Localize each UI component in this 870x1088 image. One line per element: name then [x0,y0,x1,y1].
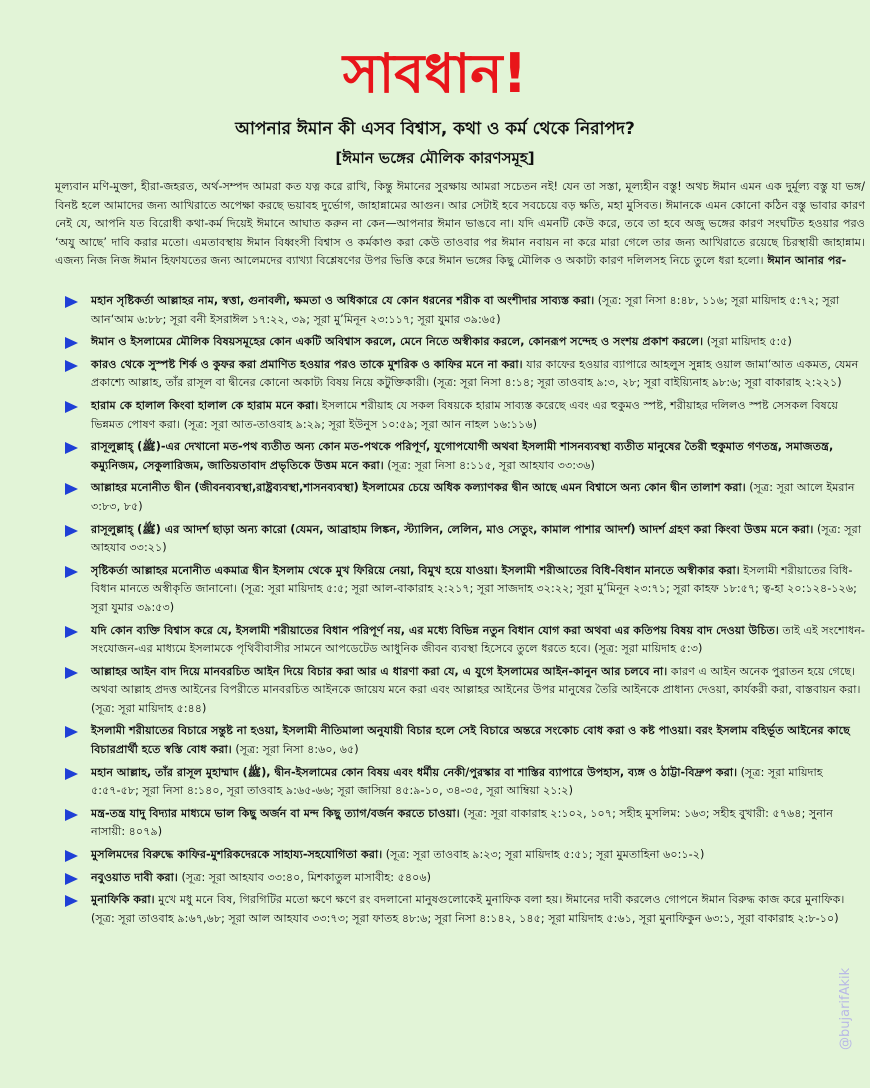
triangle-bullet-icon [65,442,78,454]
item-detail: (সূত্র: সূরা আলে ইমরান ৩:৮৩, ৮৫) [91,481,855,513]
triangle-bullet-icon [65,873,78,885]
triangle-bullet-icon [65,337,78,349]
item-heading: ঈমান ও ইসলামের মৌলিক বিষয়সমূহের কোন একটি অবিশ্বাস করলে, মেনে নিতে অস্বীকার করলে, কোনরূপ সন্দেহ ও সংশয় প্রকাশ করলে। [91,335,704,349]
list-item [55,764,865,801]
list-item [55,438,865,475]
item-detail: যার কাফের হওয়ার ব্যাপারে আহলুস সুন্নাহ ওয়াল জামা‘আত একমত, যেমন প্রকাশ্যে আল্লাহ, তাঁর রাসূল বা দ্বীনের কোনো অকাট্য বিষয় নিয়ে কটুক্তিকারী। (সূত্র: সূরা নিসা ৪:১৪; সূরা তাওবাহ ৯:৩, ২৮; সূরা বাইয়্যিনাহ ৯৮:৬; সূরা বাকারাহ ২:২২১) [91,357,859,390]
item-detail: ইসলামে শরীয়াহ যে সকল বিষয়কে হারাম সাব্যস্ত করেছে এবং এর হুকুমও স্পষ্ট, শরীয়াহর দলিলও স্পষ্ট সেসকল বিষয়ে ভিন্নমত পোষণ করা। (সূত্র: সূরা আত-তাওবাহ ৯:২৯; সূরা ইউনুস ১০:৫৯; সূরা আন নাহল ১৬:১১৬) [91,398,838,431]
list-item [55,869,865,888]
item-heading: আল্লাহর মনোনীত দ্বীন (জীবনব্যবস্থা,রাষ্ট্রব্যবস্থা,শাসনব্যবস্থা) ইসলামের চেয়ে অধিক কল্যাণকর দ্বীন আছে এমন বিশ্বাসে অন্য কোন দ্বীন তালাশ করা। [91,481,746,495]
list-item [55,846,865,865]
reasons-list [55,292,865,932]
item-detail: তাই এই সংশোধন-সংযোজন-এর মাধ্যমে ইসলামকে পৃথিবীবাসীর সামনে আপডেটেড আধুনিক জীবন ব্যবস্থা হিসেবে তুলে ধরতে হবে। (সূত্র: সূরা মায়িদাহ ৫:৩) [91,623,865,656]
triangle-bullet-icon [65,525,78,537]
intro-text: মূল্যবান মণি-মুক্তা, হীরা-জহরত, অর্থ-সম্পদ আমরা কত যত্ন করে রাখি, কিন্তু ঈমানের সুরক্ষায় আমরা সচেতন নই! যেন তা সস্তা, মূল্যহীন বস্তু! অথচ ঈমান এমন এক দুর্মূল্য বস্তু যা ভঙ্গ/বিনষ্ট হলে আমাদের জন্য আখিরাতে অপেক্ষা করছে ভয়াবহ দুর্ভোগ, জাহান্নামের আগুন। আর সেটাই হবে সবচেয়ে বড় ক্ষতি, মহা মুসিবত। ঈমানকে এমন কোনো কঠিন বস্তু ভাবার কারণ নেই যে, আপনি যত বিরোধী কথা-কর্ম দিয়েই ঈমানে আঘাত করুন না কেন—আপনার ঈমান ভাঙবে না। যদি এমনটি কেউ করে, তবে তা হবে অজু ভঙ্গের কারণ সংঘটিত হওয়ার পরও ‘অযু আছে’ দাবি করার মতো। এমতাবস্থায় ঈমান বিধ্বংসী বিশ্বাস ও কর্মকাণ্ড করা কেউ তাওবার পর ঈমান নবায়ন না করে মারা গেলে তার জন্য আখিরাতে রয়েছে চিরস্থায়ী জাহান্নাম। এজন্য নিজ নিজ ঈমান হিফাযতের জন্য আলেমদের ব্যাখ্যা বিশ্লেষণের উপর ভিত্তি করে ঈমান ভঙ্গের কিছু মৌলিক ও অকাট্য কারণ দলিলসহ নিচে তুলে ধরা হলো। [55,180,865,268]
triangle-bullet-icon [65,360,78,372]
item-heading: মুনাফিকি করা। [91,893,155,907]
item-detail: (সূত্র: সূরা নিসা ৪:৪৮, ১১৬; সূরা মায়িদাহ ৫:৭২; সূরা আন‘আম ৬:৮৮; সূরা বনী ইসরাঈল ১৭:২২, ৩৯; সূরা মু’মিনূন ২৩:১১৭; সূরা যুমার ৩৯:৬৫) [91,294,840,326]
list-item [55,663,865,719]
section-tag: [ঈমান ভঙ্গের মৌলিক কারণসমূহ] [335,149,535,167]
list-item [55,292,865,329]
list-item [55,397,865,434]
intro-paragraph [55,178,865,271]
list-item [55,479,865,516]
list-item [55,622,865,659]
item-heading: যদি কোন ব্যক্তি বিশ্বাস করে যে, ইসলামী শরীয়াতের বিধান পরিপূর্ণ নয়, এর মধ্যে বিভিন্ন নতুন বিধান যোগ করা অথবা এর কতিপয় বিষয় বাদ দেওয়া উচিত। [91,623,779,637]
list-item [55,722,865,759]
item-detail: (সূত্র: সূরা মায়িদাহ ৫:৫৭-৫৮; সূরা নিসা ৪:১৪০, সূরা তাওবাহ ৯:৬৫-৬৬; সূরা জাসিয়া ৪৫:৯-১০, ৩৪-৩৫, সূরা আম্বিয়া ২১:২) [91,765,823,798]
item-heading: সৃষ্টিকর্তা আল্লাহর মনোনীত একমাত্র দ্বীন ইসলাম থেকে মুখ ফিরিয়ে নেয়া, বিমুখ হয়ে যাওয়া। ইসলামী শরীআতের বিধি-বিধান মানতে অস্বীকার করা। [91,563,740,577]
item-detail: (সূত্র: সূরা নিসা ৪:৬০, ৬৫) [231,743,359,757]
triangle-bullet-icon [65,809,78,821]
list-item [55,356,865,393]
item-heading: ইসলামী শরীয়াতের বিচারে সন্তুষ্ট না হওয়া, ইসলামী নীতিমালা অনুযায়ী বিচার হলে সেই বিচারে অন্তরে সংকোচ বোধ করা ও কষ্ট পাওয়া। বরং ইসলাম বহির্ভূত আইনের কাছে বিচারপ্রার্থী হতে স্বস্তি বোধ করা। [91,724,850,757]
item-detail: ইসলামী শরীয়াতের বিধি-বিধান মানতে অস্বীকৃতি জানানো। (সূত্র: সূরা মায়িদাহ ৫:৫; সূরা আল-বাকারাহ ২:২১৭; সূরা সাজদাহ ৩২:২২; সূরা মু’মিনূন ২৩:৭১; সূরা কাহফ ১৮:৫৭; ত্ব-হা ২০:১২৪-১২৬; সূরা যুমার ৩৯:৫৩) [91,563,857,614]
item-detail: মুখে মধু মনে বিষ, গিরগিটির মতো ক্ষণে ক্ষণে রং বদলানো মানুষগুলোকেই মুনাফিক বলা হয়। ঈমানের দাবী করলেও গোপনে ঈমান বিরুদ্ধ কাজ করে মুনাফিক। (সূত্র: সূরা তাওবাহ ৯:৬৭,৬৮; সূরা আল আহযাব ৩৩:৭৩; সূরা ফাতহ ৪৮:৬; সূরা নিসা ৪:১৪২, ১৪৫; সূরা মায়িদাহ ৫:৬১, সূরা মুনাফিকুন ৬৩:১, সূরা বাকারাহ ২:৮-১০) [91,893,845,925]
item-heading: মন্ত্র-তন্ত্র যাদু বিদ্যার মাধ্যমে ভাল কিছু অর্জন বা মন্দ কিছু ত্যাগ/বর্জন করতে চাওয়া। [91,806,460,820]
list-item [55,805,865,842]
triangle-bullet-icon [65,768,78,780]
subtitle: আপনার ঈমান কী এসব বিশ্বাস, কথা ও কর্ম থেকে নিরাপদ? [235,119,635,139]
item-detail: (সূত্র: সূরা আহযাব ৩৩:৪০, মিশকাতুল মাসাবীহ: ৫৪০৬) [177,870,432,884]
list-item [55,521,865,558]
triangle-bullet-icon [65,895,78,907]
item-detail: কারণ এ আইন অনেক পুরাতন হয়ে গেছে। অথবা আল্লাহ প্রদত্ত আইনের বিপরীতে মানবরচিত আইনকে জায়েয মনে করা এবং আল্লাহর আইনের উপর মানুষের তৈরি আইনকে প্রাধান্য দেওয়া, কার্যকরী করা, বাস্তবায়ন করা। (সূত্র: সূরা মায়িদাহ ৫:৪৪) [91,664,861,715]
page-title: সাবধান! [342,42,528,105]
triangle-bullet-icon [65,401,78,413]
item-detail: (সূত্র: সূরা নিসা ৪:১১৫, সূরা আহযাব ৩৩:৩৬) [383,458,595,472]
item-heading: আল্লাহর আইন বাদ দিয়ে মানবরচিত আইন দিয়ে বিচার করা আর এ ধারণা করা যে, এ যুগে ইসলামের আইন-কানুন আর চলবে না। [91,664,668,678]
item-detail: (সূত্র: সূরা বাকারাহ ২:১০২, ১০৭; সহীহ মুসলিম: ১৬৩; সহীহ বুখারী: ৫৭৬৪; সুনান নাসায়ী: ৪০৭৯) [91,806,833,839]
item-detail: (সূত্র: সূরা আহযাব ৩৩:২১) [91,522,862,555]
triangle-bullet-icon [65,296,78,308]
intro-bold: ঈমান আনার পর- [763,254,847,268]
item-heading: কারও থেকে সুস্পষ্ট শির্ক ও কুফর করা প্রমাণিত হওয়ার পরও তাকে মুশরিক ও কাফির মনে না করা। [91,357,523,371]
triangle-bullet-icon [65,726,78,738]
watermark: @bujarifAkik [838,967,853,1050]
triangle-bullet-icon [65,850,78,862]
list-item [55,562,865,618]
item-heading: মহান সৃষ্টিকর্তা আল্লাহর নাম, স্বত্তা, গুনাবলী, ক্ষমতা ও অধিকারে যে কোন ধরনের শরীক বা অংশীদার সাব্যস্ত করা। [91,294,595,307]
triangle-bullet-icon [65,566,78,578]
item-heading: রাসূলুল্লাহ্ (ﷺ) এর আদর্শ ছাড়া অন্য কারো (যেমন, আব্রাহাম লিঙ্কন, স্ট্যালিন, লেলিন, মাও সেতুং, কামাল পাশার আদর্শ) আদর্শ গ্রহণ করা কিংবা উত্তম মনে করা। [91,522,814,536]
triangle-bullet-icon [65,667,78,679]
triangle-bullet-icon [65,483,78,495]
item-heading: মুসলিমদের বিরুদ্ধে কাফির-মুশরিকদেরকে সাহায্য-সহযোগিতা করা। [91,848,383,862]
item-detail: (সূত্র: সূরা তাওবাহ ৯:২৩; সূরা মায়িদাহ ৫:৫১; সূরা মুমতাহিনা ৬০:১-২) [382,848,705,862]
list-item [55,891,865,928]
item-detail: (সূরা মায়িদাহ ৫:৫) [703,335,792,349]
item-heading: মহান আল্লাহ, তাঁর রাসূল মুহাম্মাদ (ﷺ), দ্বীন-ইসলামের কোন বিষয় এবং ধর্মীয় নেকী/পুরস্কার বা শাস্তির ব্যাপারে উপহাস, ব্যঙ্গ ও ঠাট্টা-বিদ্রুপ করা। [91,765,738,779]
list-item [55,333,865,352]
item-heading: হারাম কে হালাল কিংবা হালাল কে হারাম মনে করা। [91,398,319,412]
triangle-bullet-icon [65,626,78,638]
item-heading: রাসূলুল্লাহ্ (ﷺ)-এর দেখানো মত-পথ ব্যতীত অন্য কোন মত-পথকে পরিপূর্ণ, যুগোপযোগী অথবা ইসলামী শাসনব্যবস্থা ব্যতীত মানুষের তৈরী হুকুমাত গণতন্ত্র, সমাজতন্ত্র, কম্যুনিজম, সেকুলারিজম, জাতিয়তাবাদ প্রভৃতিকে উত্তম মনে করা। [91,440,834,472]
item-heading: নবুওয়াত দাবী করা। [91,870,178,884]
